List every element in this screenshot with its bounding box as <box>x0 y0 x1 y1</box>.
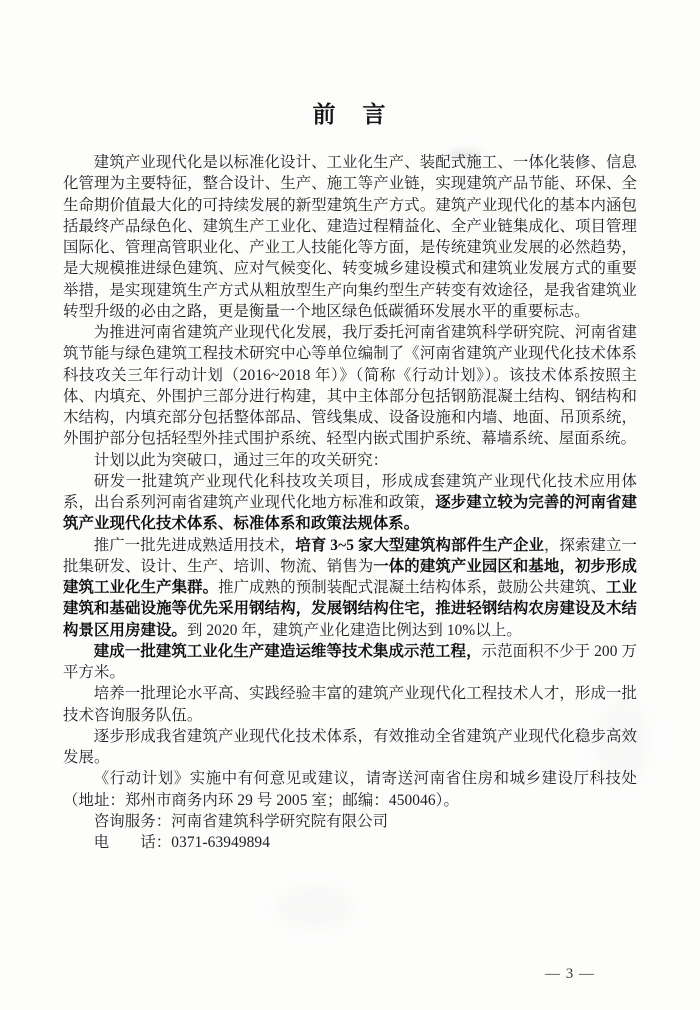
paragraph <box>63 450 637 471</box>
text-run: 示范面积不少于 200 万平方米。 <box>63 642 637 681</box>
bold-text-run: 逐步建立较为完善的河南省建筑产业现代化技术体系、标准体系和政策法规体系。 <box>63 494 637 533</box>
document-content <box>63 100 637 853</box>
paragraph <box>63 535 637 641</box>
text-run: 推广一批先进成熟适用技术， <box>93 536 296 554</box>
document-title: 前 言 <box>312 102 388 127</box>
text-run: 到 2020 年，建筑产业化建造比例达到 10%以上。 <box>186 621 522 639</box>
text-run: 计划以此为突破口，通过三年的攻关研究： <box>93 451 389 469</box>
text-run: 电 话：0371-63949894 <box>93 834 271 851</box>
text-run: ，探索建立一批集研发、设计、生产、培训、物流、销售为 <box>63 536 637 575</box>
paragraph <box>63 726 637 769</box>
paragraph <box>63 811 637 832</box>
bold-text-run: 工业建筑和基础设施等优先采用钢结构，发展钢结构住宅，推进轻钢结构农房建设及木结构景区用房建设。 <box>63 579 637 639</box>
scan-smudge <box>275 885 355 930</box>
text-run: 逐步形成我省建筑产业现代化技术体系，有效推动全省建筑产业现代化稳步高效发展。 <box>63 727 637 766</box>
bold-text-run: 一体的建筑产业园区和基地，初步形成建筑工业化生产集群。 <box>63 557 637 596</box>
page-number: — 3 — <box>545 966 595 982</box>
text-run: 为推进河南省建筑产业现代化发展，我厅委托河南省建筑科学研究院、河南省建筑节能与绿色建筑工程技术研究中心等单位编制了《河南省建筑产业现代化技术体系科技攻关三年行动计划（2016~2018 年）》（简称《行动计划》）。该技术体系按照主体、内填充、外围护三部分进行构建，其中主体部分包括钢筋混凝土结构、钢结构和木结构，内填充部分包括整体部品、管线集成、设备设施和内墙、地面、吊顶系统，外围护部分包括轻型外挂式围护系统、轻型内嵌式围护系统、幕墙系统、屋面系统。 <box>63 324 637 448</box>
bold-text-run: 培育 3~5 家大型建筑构部件生产企业 <box>295 536 544 554</box>
paragraph <box>63 471 637 535</box>
paragraph <box>63 322 637 450</box>
document-body <box>63 152 637 853</box>
bold-text-run: 建成一批建筑工业化生产建造运维等技术集成示范工程， <box>93 642 482 660</box>
paragraph <box>63 152 637 322</box>
paragraph <box>63 768 637 811</box>
text-run: 培养一批理论水平高、实践经验丰富的建筑产业现代化工程技术人才，形成一批技术咨询服务队伍。 <box>63 685 637 724</box>
text-run: 咨询服务：河南省建筑科学研究院有限公司 <box>93 812 389 830</box>
text-run: 建筑产业现代化是以标准化设计、工业化生产、装配式施工、一体化装修、信息化管理为主要特征，整合设计、生产、施工等产业链，实现建筑产品节能、环保、全生命期价值最大化的可持续发展的新型建筑生产方式。建筑产业现代化的基本内涵包括最终产品绿色化、建筑生产工业化、建造过程精益化、全产业链集成化、项目管理国际化、管理高管职业化、产业工人技能化等方面，是传统建筑业发展的必然趋势，是大规模推进绿色建筑、应对气候变化、转变城乡建设模式和建筑业发展方式的重要举措，是实现建筑生产方式从粗放型生产向集约型生产转变有效途径，是我省建筑业转型升级的必由之路，更是衡量一个地区绿色低碳循环发展水平的重要标志。 <box>63 154 637 320</box>
paragraph <box>63 832 637 853</box>
paragraph <box>63 641 637 684</box>
text-run: 推广成熟的预制装配式混凝土结构体系，鼓励公共建筑、 <box>218 579 606 596</box>
text-run: 《行动计划》实施中有何意见或建议，请寄送河南省住房和城乡建设厅科技处（地址：郑州市商务内环 29 号 2005 室；邮编：450046）。 <box>63 770 637 809</box>
text-run: 研发一批建筑产业现代化科技攻关项目，形成成套建筑产业现代化技术应用体系，出台系列河南省建筑产业现代化地方标准和政策， <box>63 472 637 511</box>
paragraph <box>63 683 637 726</box>
